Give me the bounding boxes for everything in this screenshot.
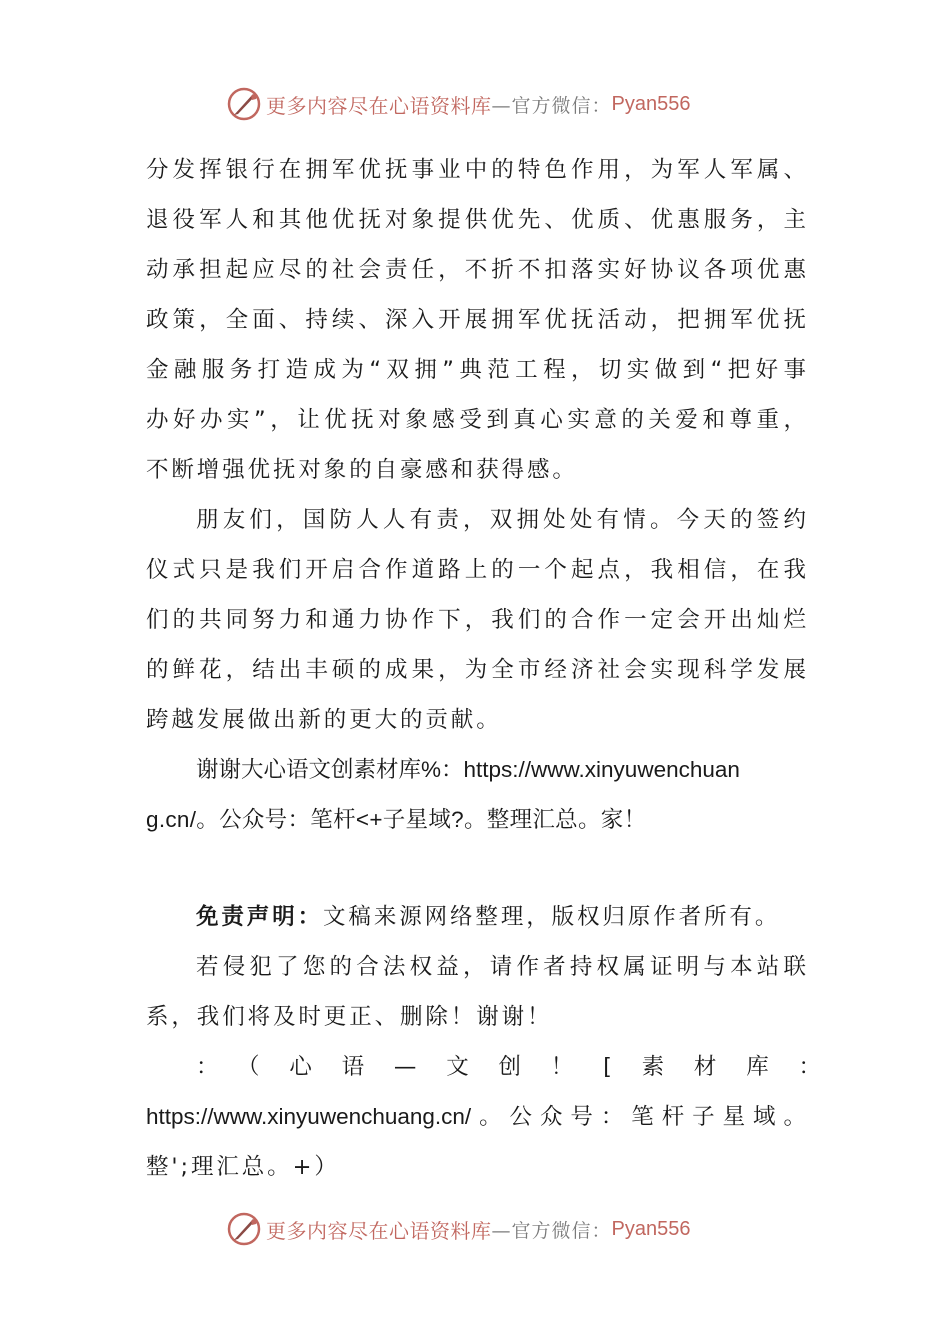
disclaimer-line-3: 系，我们将及时更正、删除！谢谢！ xyxy=(146,1004,553,1030)
quill-logo-icon xyxy=(226,1211,262,1247)
banner-official-text: —官方微信： xyxy=(491,1219,612,1242)
banner-official-text: —官方微信： xyxy=(491,94,612,117)
paragraph-1-line: 不断增强优抚对象的自豪感和获得感。 xyxy=(146,457,578,483)
paragraph-3-line: g.cn/。公众号：笔杆<+子星域?。整理汇总。家！ xyxy=(146,807,647,832)
disclaimer-line-5: https://www.xinyuwenchuang.cn/。公众号：笔杆子星域。 xyxy=(146,1104,806,1129)
paragraph-3-line: 谢谢大心语文创素材库%：https://www.xinyuwenchuan xyxy=(196,757,740,782)
banner-main-text: 更多内容尽在心语资料库 xyxy=(266,93,492,118)
paragraph-2-line: 跨越发展做出新的更大的贡献。 xyxy=(146,707,502,733)
paragraph-2-line: 朋友们，国防人人有责，双拥处处有情。今天的签约 xyxy=(196,507,806,533)
banner-wechat-id: Pyan556 xyxy=(611,92,691,115)
disclaimer-label: 免责声明： xyxy=(196,904,324,930)
paragraph-1-line: 动承担起应尽的社会责任，不折不扣落实好协议各项优惠 xyxy=(146,257,806,283)
disclaimer-line-4: ：（心语—文创！[素材库： xyxy=(196,1054,821,1080)
banner-wechat-id: Pyan556 xyxy=(611,1217,691,1240)
disclaimer-text: 文稿来源网络整理，版权归原作者所有。 xyxy=(323,904,781,930)
paragraph-1-line: 政策，全面、持续、深入开展拥军优抚活动，把拥军优抚 xyxy=(146,307,806,333)
disclaimer-line-6: 整';理汇总。+） xyxy=(146,1154,340,1180)
paragraph-1-line: 办好办实”，让优抚对象感受到真心实意的关爱和尊重， xyxy=(146,407,806,433)
footer-banner xyxy=(226,1209,690,1249)
paragraph-2-line: 的鲜花，结出丰硕的成果，为全市经济社会实现科学发展 xyxy=(146,657,806,683)
banner-main-text: 更多内容尽在心语资料库 xyxy=(266,1218,492,1243)
paragraph-2-line: 仪式只是我们开启合作道路上的一个起点，我相信，在我 xyxy=(146,557,806,583)
paragraph-1-line: 分发挥银行在拥军优抚事业中的特色作用，为军人军属、 xyxy=(146,157,806,183)
quill-logo-icon xyxy=(226,86,262,122)
header-banner xyxy=(226,84,690,124)
paragraph-1-line: 金融服务打造成为“双拥”典范工程，切实做到“把好事 xyxy=(146,357,806,383)
disclaimer-line-2: 若侵犯了您的合法权益，请作者持权属证明与本站联 xyxy=(196,954,806,980)
disclaimer-line-1 xyxy=(196,892,780,942)
paragraph-1-line: 退役军人和其他优抚对象提供优先、优质、优惠服务，主 xyxy=(146,207,806,233)
paragraph-2-line: 们的共同努力和通力协作下，我们的合作一定会开出灿烂 xyxy=(146,607,806,633)
